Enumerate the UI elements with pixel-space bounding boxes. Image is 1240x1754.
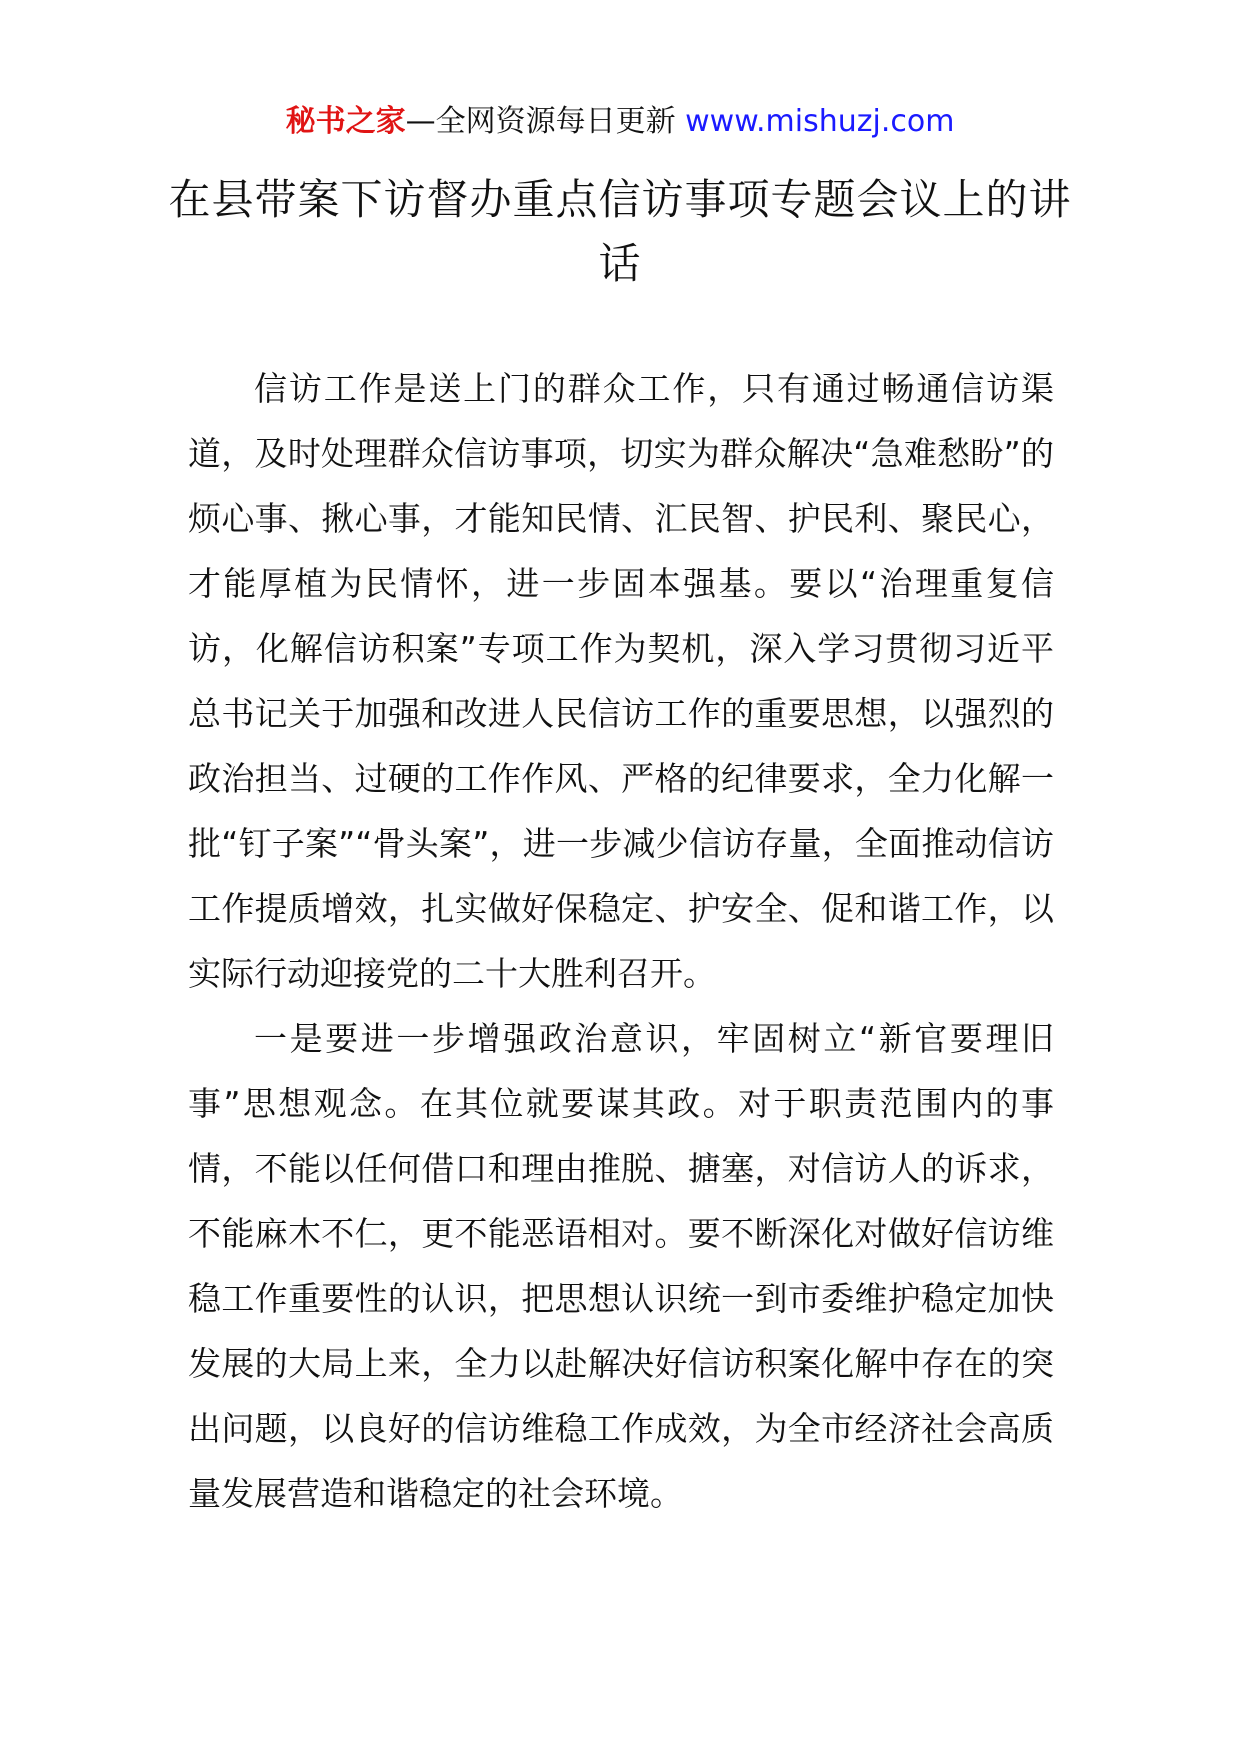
site-header (0, 100, 1240, 144)
site-url-link[interactable]: www.mishuzj.com (685, 104, 955, 139)
document-title: 在县带案下访督办重点信访事项专题会议上的讲话 (168, 175, 1072, 288)
paragraph-point-one: 一是要进一步增强政治意识，牢固树立“新官要理旧事”思想观念。在其位就要谋其政。对于职责范围内的事情，不能以任何借口和理由推脱、搪塞，对信访人的诉求，不能麻木不仁，更不能恶语相对。要不断深化对做好信访维稳工作重要性的认识，把思想认识统一到市委维护稳定加快发展的大局上来，全力以赴解决好信访积案化解中存在的突出问题，以良好的信访维稳工作成效，为全市经济社会高质量发展营造和谐稳定的社会环境。 (188, 1019, 1054, 1513)
paragraph-intro: 信访工作是送上门的群众工作，只有通过畅通信访渠道，及时处理群众信访事项，切实为群众解决“急难愁盼”的烦心事、揪心事，才能知民情、汇民智、护民利、聚民心，才能厚植为民情怀，进一步固本强基。要以“治理重复信访，化解信访积案”专项工作为契机，深入学习贯彻习近平总书记关于加强和改进人民信访工作的重要思想，以强烈的政治担当、过硬的工作作风、严格的纪律要求，全力化解一批“钉子案”“骨头案”，进一步减少信访存量，全面推动信访工作提质增效，扎实做好保稳定、护安全、促和谐工作，以实际行动迎接党的二十大胜利召开。 (188, 369, 1054, 993)
document-body (188, 356, 1054, 1526)
brand-name: 秘书之家 (285, 104, 406, 139)
header-slogan: —全网资源每日更新 (405, 104, 686, 139)
